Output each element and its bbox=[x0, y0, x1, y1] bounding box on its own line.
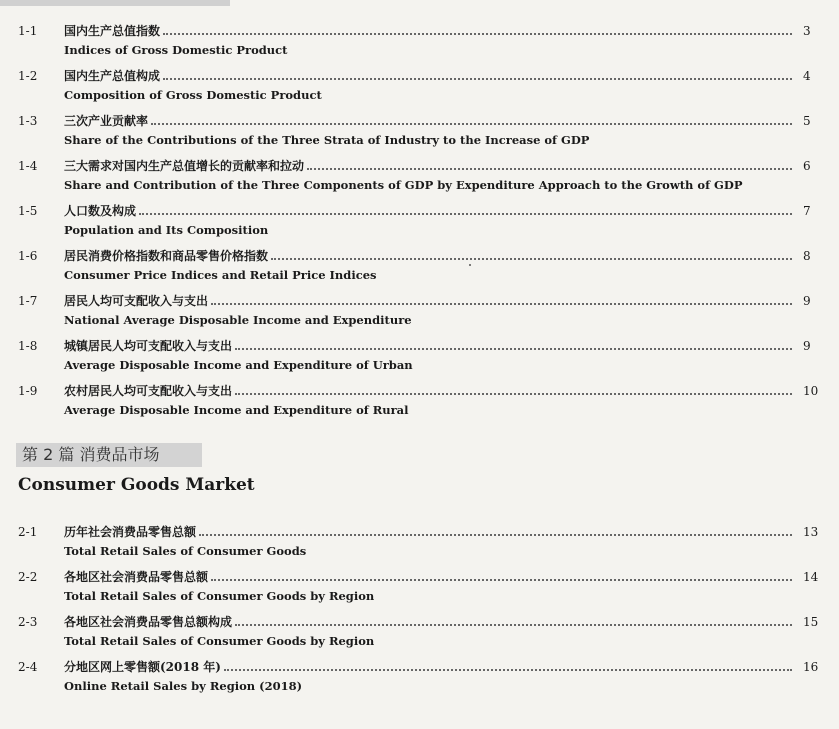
dot-leader bbox=[199, 534, 792, 536]
entry-number: 2-4 bbox=[18, 660, 38, 674]
entry-title-line bbox=[64, 568, 795, 586]
entry-title-en: Total Retail Sales of Consumer Goods bbox=[64, 544, 307, 558]
entry-title-en: Consumer Price Indices and Retail Price Indices bbox=[64, 268, 377, 282]
entry-number: 1-1 bbox=[18, 24, 38, 38]
entry-page-number: 7 bbox=[803, 204, 811, 218]
entry-title-en: Online Retail Sales by Region (2018) bbox=[64, 679, 303, 693]
toc-entry[interactable] bbox=[0, 67, 839, 112]
entry-number: 1-7 bbox=[18, 294, 38, 308]
entry-page-number: 4 bbox=[803, 69, 811, 83]
entry-title-en: Total Retail Sales of Consumer Goods by Region bbox=[64, 634, 375, 648]
entry-title-zh: 三次产业贡献率 bbox=[64, 114, 149, 128]
entry-number: 1-2 bbox=[18, 69, 38, 83]
entry-number: 2-2 bbox=[18, 570, 38, 584]
dot-leader bbox=[163, 78, 792, 80]
toc-entry[interactable] bbox=[0, 523, 839, 568]
entry-number: 1-5 bbox=[18, 204, 38, 218]
entry-title-line bbox=[64, 523, 795, 541]
entry-title-line bbox=[64, 247, 795, 265]
toc-entry[interactable] bbox=[0, 202, 839, 247]
dot-leader bbox=[235, 624, 792, 626]
entry-title-line bbox=[64, 202, 795, 220]
entry-title-en: Indices of Gross Domestic Product bbox=[64, 43, 288, 57]
part2-entries bbox=[0, 523, 839, 703]
entry-title-zh: 城镇居民人均可支配收入与支出 bbox=[64, 339, 233, 353]
entry-title-zh: 三大需求对国内生产总值增长的贡献率和拉动 bbox=[64, 159, 305, 173]
part1-entries bbox=[0, 22, 839, 427]
entry-title-zh: 国内生产总值构成 bbox=[64, 69, 161, 83]
dot-leader bbox=[271, 258, 792, 260]
toc-entry[interactable] bbox=[0, 568, 839, 613]
scan-speck bbox=[469, 264, 471, 266]
toc-entry[interactable] bbox=[0, 337, 839, 382]
toc-entry[interactable] bbox=[0, 658, 839, 703]
entry-page-number: 9 bbox=[803, 294, 811, 308]
entry-page-number: 5 bbox=[803, 114, 811, 128]
toc-entry[interactable] bbox=[0, 247, 839, 292]
entry-title-line bbox=[64, 157, 795, 175]
entry-number: 1-6 bbox=[18, 249, 38, 263]
entry-number: 1-9 bbox=[18, 384, 38, 398]
entry-title-line bbox=[64, 67, 795, 85]
entry-title-en: Average Disposable Income and Expenditure of Urban bbox=[64, 358, 413, 372]
dot-leader bbox=[307, 168, 792, 170]
entry-page-number: 15 bbox=[803, 615, 819, 629]
dot-leader bbox=[139, 213, 792, 215]
entry-title-en: Share and Contribution of the Three Components of GDP by Expenditure Approach to the Growth of GDP bbox=[64, 178, 743, 192]
entry-title-en: Share of the Contributions of the Three Strata of Industry to the Increase of GDP bbox=[64, 133, 590, 147]
entry-title-en: Total Retail Sales of Consumer Goods by Region bbox=[64, 589, 375, 603]
entry-number: 1-4 bbox=[18, 159, 38, 173]
entry-page-number: 14 bbox=[803, 570, 819, 584]
entry-title-en: Average Disposable Income and Expenditure of Rural bbox=[64, 403, 409, 417]
toc-entry[interactable] bbox=[0, 613, 839, 658]
dot-leader bbox=[151, 123, 792, 125]
toc-entry[interactable] bbox=[0, 382, 839, 427]
entry-title-zh: 居民消费价格指数和商品零售价格指数 bbox=[64, 249, 269, 263]
entry-title-line bbox=[64, 382, 795, 400]
entry-page-number: 10 bbox=[803, 384, 819, 398]
dot-leader bbox=[224, 669, 792, 671]
part2-title-en: Consumer Goods Market bbox=[18, 475, 255, 495]
entry-title-line bbox=[64, 337, 795, 355]
dot-leader bbox=[235, 393, 792, 395]
entry-title-line bbox=[64, 613, 795, 631]
toc-entry[interactable] bbox=[0, 22, 839, 67]
entry-page-number: 3 bbox=[803, 24, 811, 38]
entry-page-number: 13 bbox=[803, 525, 819, 539]
entry-page-number: 16 bbox=[803, 660, 819, 674]
dot-leader bbox=[211, 303, 792, 305]
entry-title-zh: 分地区网上零售额(2018 年) bbox=[64, 660, 221, 674]
entry-title-zh: 各地区社会消费品零售总额 bbox=[64, 570, 209, 584]
entry-title-line bbox=[64, 292, 795, 310]
entry-number: 1-8 bbox=[18, 339, 38, 353]
entry-number: 2-1 bbox=[18, 525, 38, 539]
toc-entry[interactable] bbox=[0, 112, 839, 157]
entry-title-zh: 人口数及构成 bbox=[64, 204, 137, 218]
entry-title-en: Population and Its Composition bbox=[64, 223, 269, 237]
entry-title-line bbox=[64, 658, 795, 676]
entry-title-line bbox=[64, 22, 795, 40]
entry-number: 1-3 bbox=[18, 114, 38, 128]
entry-title-zh: 居民人均可支配收入与支出 bbox=[64, 294, 209, 308]
section-header-strip bbox=[0, 0, 230, 6]
entry-title-zh: 历年社会消费品零售总额 bbox=[64, 525, 197, 539]
toc-entry[interactable] bbox=[0, 292, 839, 337]
dot-leader bbox=[211, 579, 792, 581]
entry-title-en: National Average Disposable Income and Expenditure bbox=[64, 313, 412, 327]
part2-label: 第 2 篇 消费品市场 bbox=[22, 445, 160, 464]
entry-title-en: Composition of Gross Domestic Product bbox=[64, 88, 322, 102]
dot-leader bbox=[163, 33, 792, 35]
entry-number: 2-3 bbox=[18, 615, 38, 629]
entry-title-zh: 农村居民人均可支配收入与支出 bbox=[64, 384, 233, 398]
toc-entry[interactable] bbox=[0, 157, 839, 202]
entry-page-number: 9 bbox=[803, 339, 811, 353]
entry-page-number: 8 bbox=[803, 249, 811, 263]
entry-title-zh: 国内生产总值指数 bbox=[64, 24, 161, 38]
entry-title-zh: 各地区社会消费品零售总额构成 bbox=[64, 615, 233, 629]
entry-page-number: 6 bbox=[803, 159, 811, 173]
dot-leader bbox=[235, 348, 792, 350]
entry-title-line bbox=[64, 112, 795, 130]
